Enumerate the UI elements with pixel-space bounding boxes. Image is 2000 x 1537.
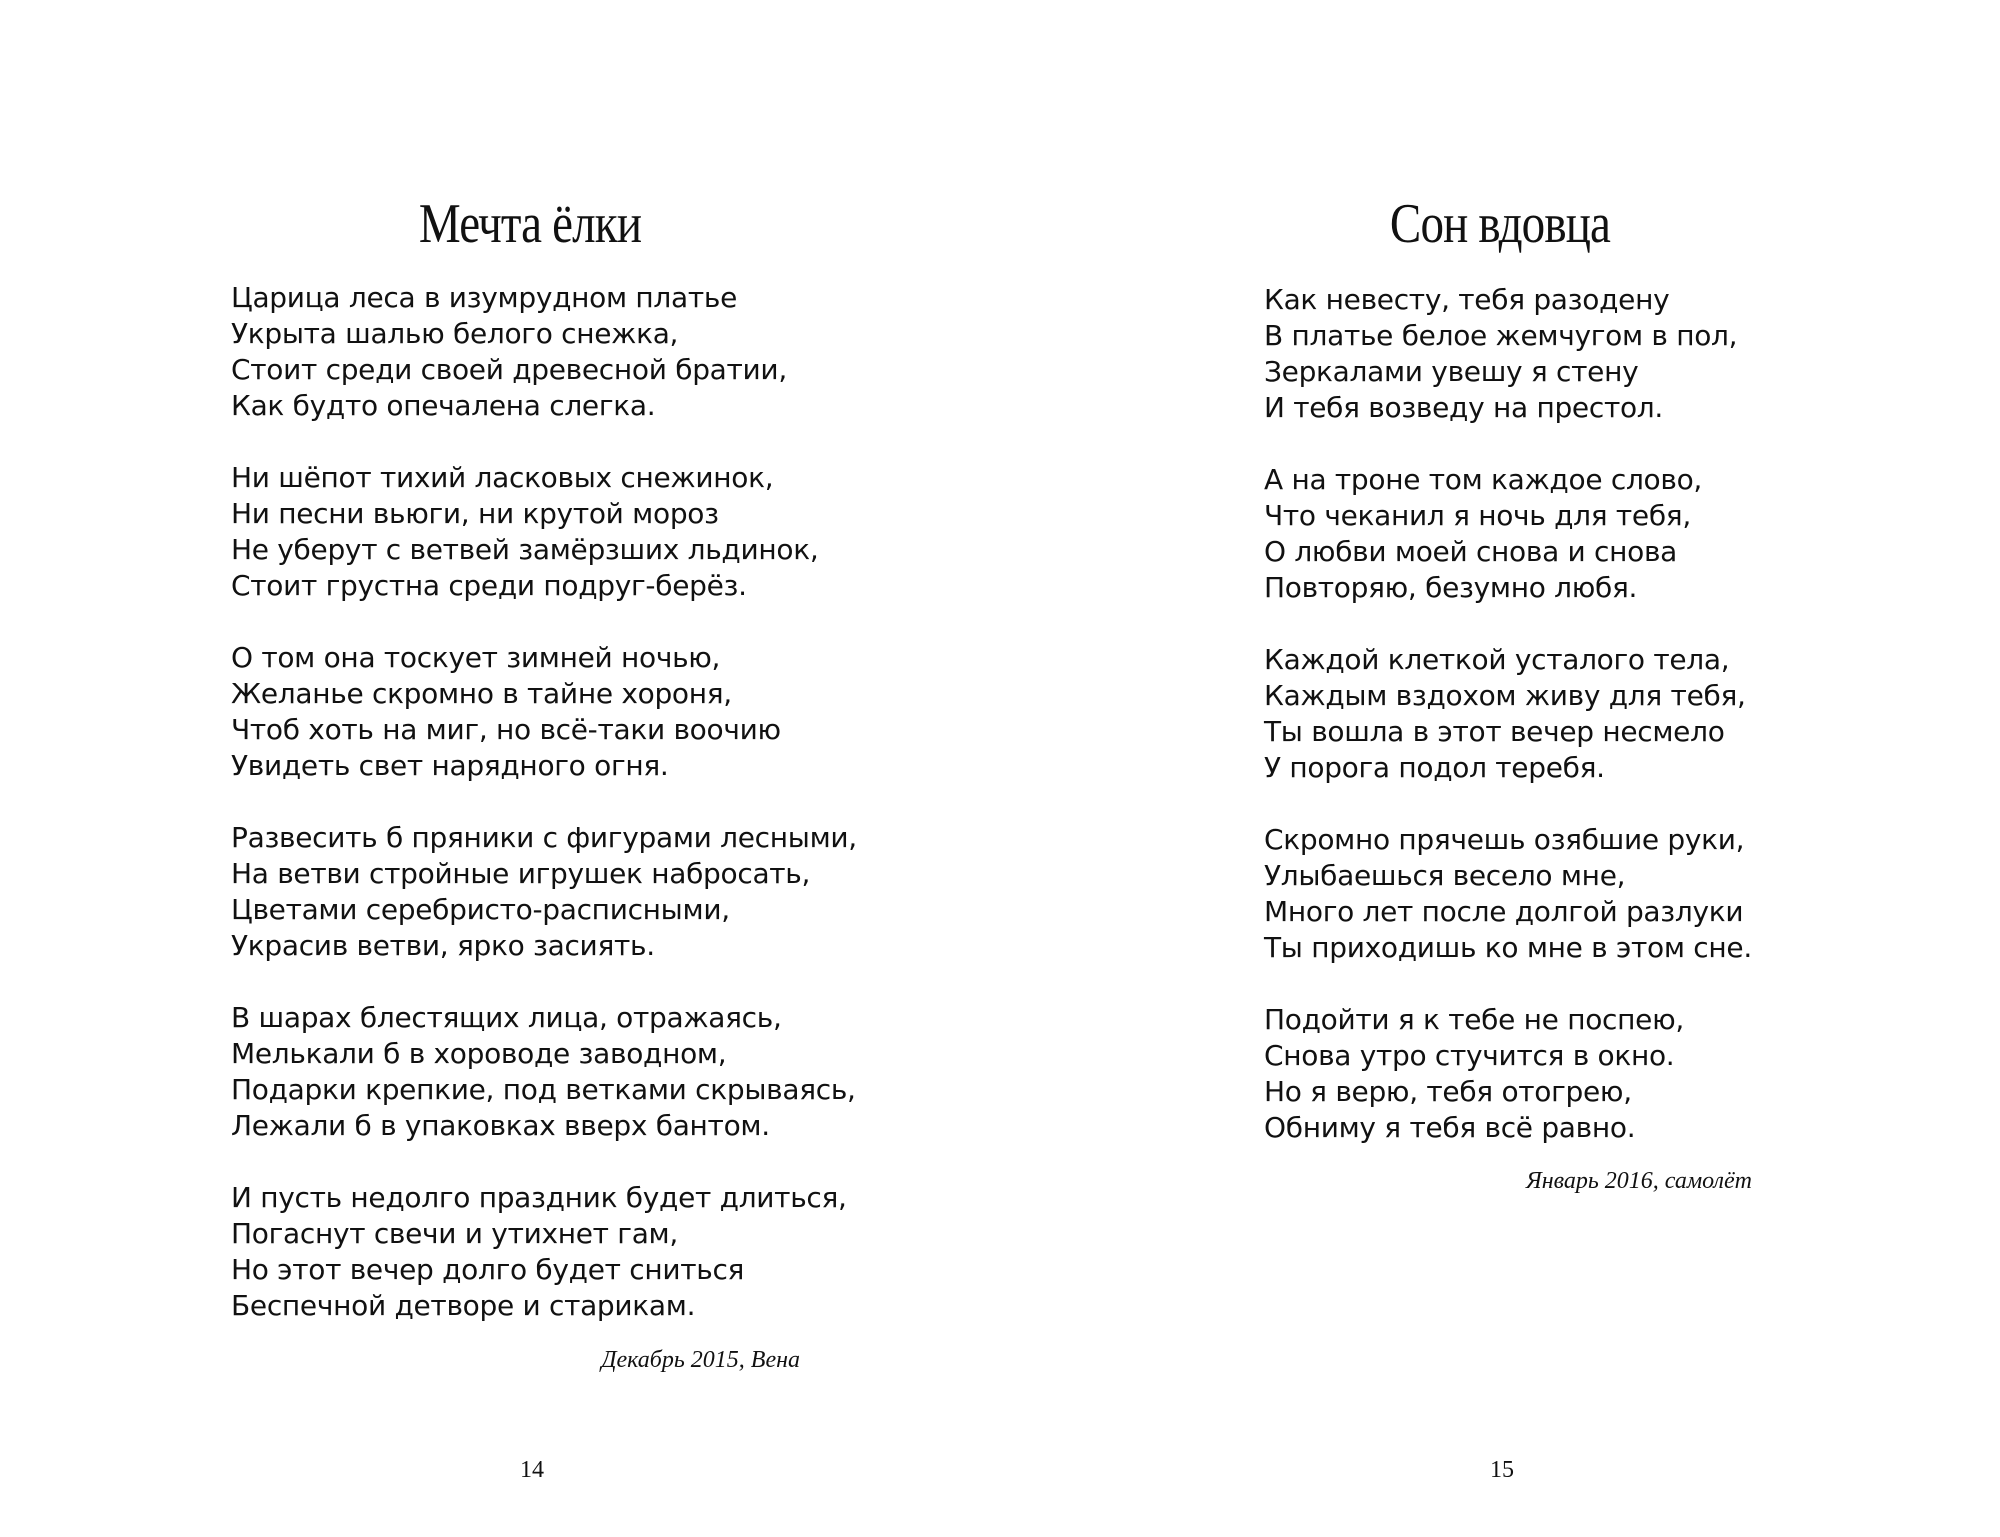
- stanza: [231, 280, 891, 424]
- poem-line: Украсив ветви, ярко засиять.: [231, 929, 655, 962]
- poem-line: О том она тоскует зимней ночью,: [231, 641, 721, 674]
- poem-line: В шарах блестящих лица, отражаясь,: [231, 1001, 782, 1034]
- poem-line: О любви моей снова и снова: [1264, 535, 1678, 568]
- poem-line: Цветами серебристо-расписными,: [231, 893, 730, 926]
- poem-line: Скромно прячешь озябшие руки,: [1264, 823, 1745, 856]
- stanza: [1264, 1002, 1884, 1146]
- poem-line: Повторяю, безумно любя.: [1264, 571, 1638, 604]
- poem-line: Стоит среди своей древесной братии,: [231, 353, 787, 386]
- poem-line: Подарки крепкие, под ветками скрываясь,: [231, 1073, 856, 1106]
- poem-body: [1264, 282, 1884, 1182]
- poem-line: Много лет после долгой разлуки: [1264, 895, 1744, 928]
- poem-date: Декабрь 2015, Вена: [601, 1347, 800, 1373]
- poem-line: Погаснут свечи и утихнет гам,: [231, 1217, 678, 1250]
- poem-line: Ни песни вьюги, ни крутой мороз: [231, 497, 719, 530]
- poem-line: В платье белое жемчугом в пол,: [1264, 319, 1738, 352]
- stanza: [231, 1180, 891, 1324]
- poem-line: А на троне том каждое слово,: [1264, 463, 1703, 496]
- stanza: [231, 820, 891, 964]
- poem-title: Мечта ёлки: [418, 193, 642, 255]
- poem-line: Улыбаешься весело мне,: [1264, 859, 1626, 892]
- poem-line: Но я верю, тебя отогрею,: [1264, 1075, 1632, 1108]
- poem-line: Но этот вечер долго будет сниться: [231, 1253, 745, 1286]
- poem-line: Ты приходишь ко мне в этом сне.: [1264, 931, 1752, 964]
- poem-line: Не уберут с ветвей замёрзших льдинок,: [231, 533, 819, 566]
- stanza: [1264, 282, 1884, 426]
- poem-line: Чтоб хоть на миг, но всё-таки воочию: [231, 713, 781, 746]
- poem-line: Обниму я тебя всё равно.: [1264, 1111, 1636, 1144]
- poem-body: [231, 280, 891, 1360]
- poem-line: Увидеть свет нарядного огня.: [231, 749, 669, 782]
- poem-line: Ты вошла в этот вечер несмело: [1264, 715, 1725, 748]
- stanza: [1264, 822, 1884, 966]
- poem-line: Снова утро стучится в окно.: [1264, 1039, 1675, 1072]
- poem-line: Как будто опечалена слегка.: [231, 389, 656, 422]
- stanza: [1264, 642, 1884, 786]
- poem-line: У порога подол теребя.: [1264, 751, 1605, 784]
- poem-line: Желанье скромно в тайне хороня,: [231, 677, 732, 710]
- poem-line: На ветви стройные игрушек набросать,: [231, 857, 811, 890]
- poem-line: Каждым вздохом живу для тебя,: [1264, 679, 1746, 712]
- poem-line: Беспечной детворе и старикам.: [231, 1289, 696, 1322]
- page-number: 15: [1490, 1457, 1514, 1483]
- poem-line: Как невесту, тебя разодену: [1264, 283, 1670, 316]
- poem-line: Развесить б пряники с фигурами лесными,: [231, 821, 857, 854]
- poem-line: Что чеканил я ночь для тебя,: [1264, 499, 1691, 532]
- poem-title: Сон вдовца: [1389, 193, 1611, 255]
- poem-line: Царица леса в изумрудном платье: [231, 281, 738, 314]
- poem-line: Подойти я к тебе не поспею,: [1264, 1003, 1684, 1036]
- poem-line: Каждой клеткой усталого тела,: [1264, 643, 1730, 676]
- poem-line: Укрыта шалью белого снежка,: [231, 317, 679, 350]
- poem-line: Мелькали б в хороводе заводном,: [231, 1037, 727, 1070]
- stanza: [1264, 462, 1884, 606]
- poem-line: Ни шёпот тихий ласковых снежинок,: [231, 461, 774, 494]
- poem-line: И пусть недолго праздник будет длиться,: [231, 1181, 847, 1214]
- stanza: [231, 460, 891, 604]
- right-page: [1000, 0, 2000, 1537]
- poem-line: Стоит грустна среди подруг-берёз.: [231, 569, 747, 602]
- poem-date: Январь 2016, самолёт: [1525, 1168, 1752, 1194]
- page-number: 14: [520, 1457, 544, 1483]
- stanza: [231, 1000, 891, 1144]
- poem-line: И тебя возведу на престол.: [1264, 391, 1663, 424]
- stanza: [231, 640, 891, 784]
- poem-line: Лежали б в упаковках вверх бантом.: [231, 1109, 770, 1142]
- poem-line: Зеркалами увешу я стену: [1264, 355, 1639, 388]
